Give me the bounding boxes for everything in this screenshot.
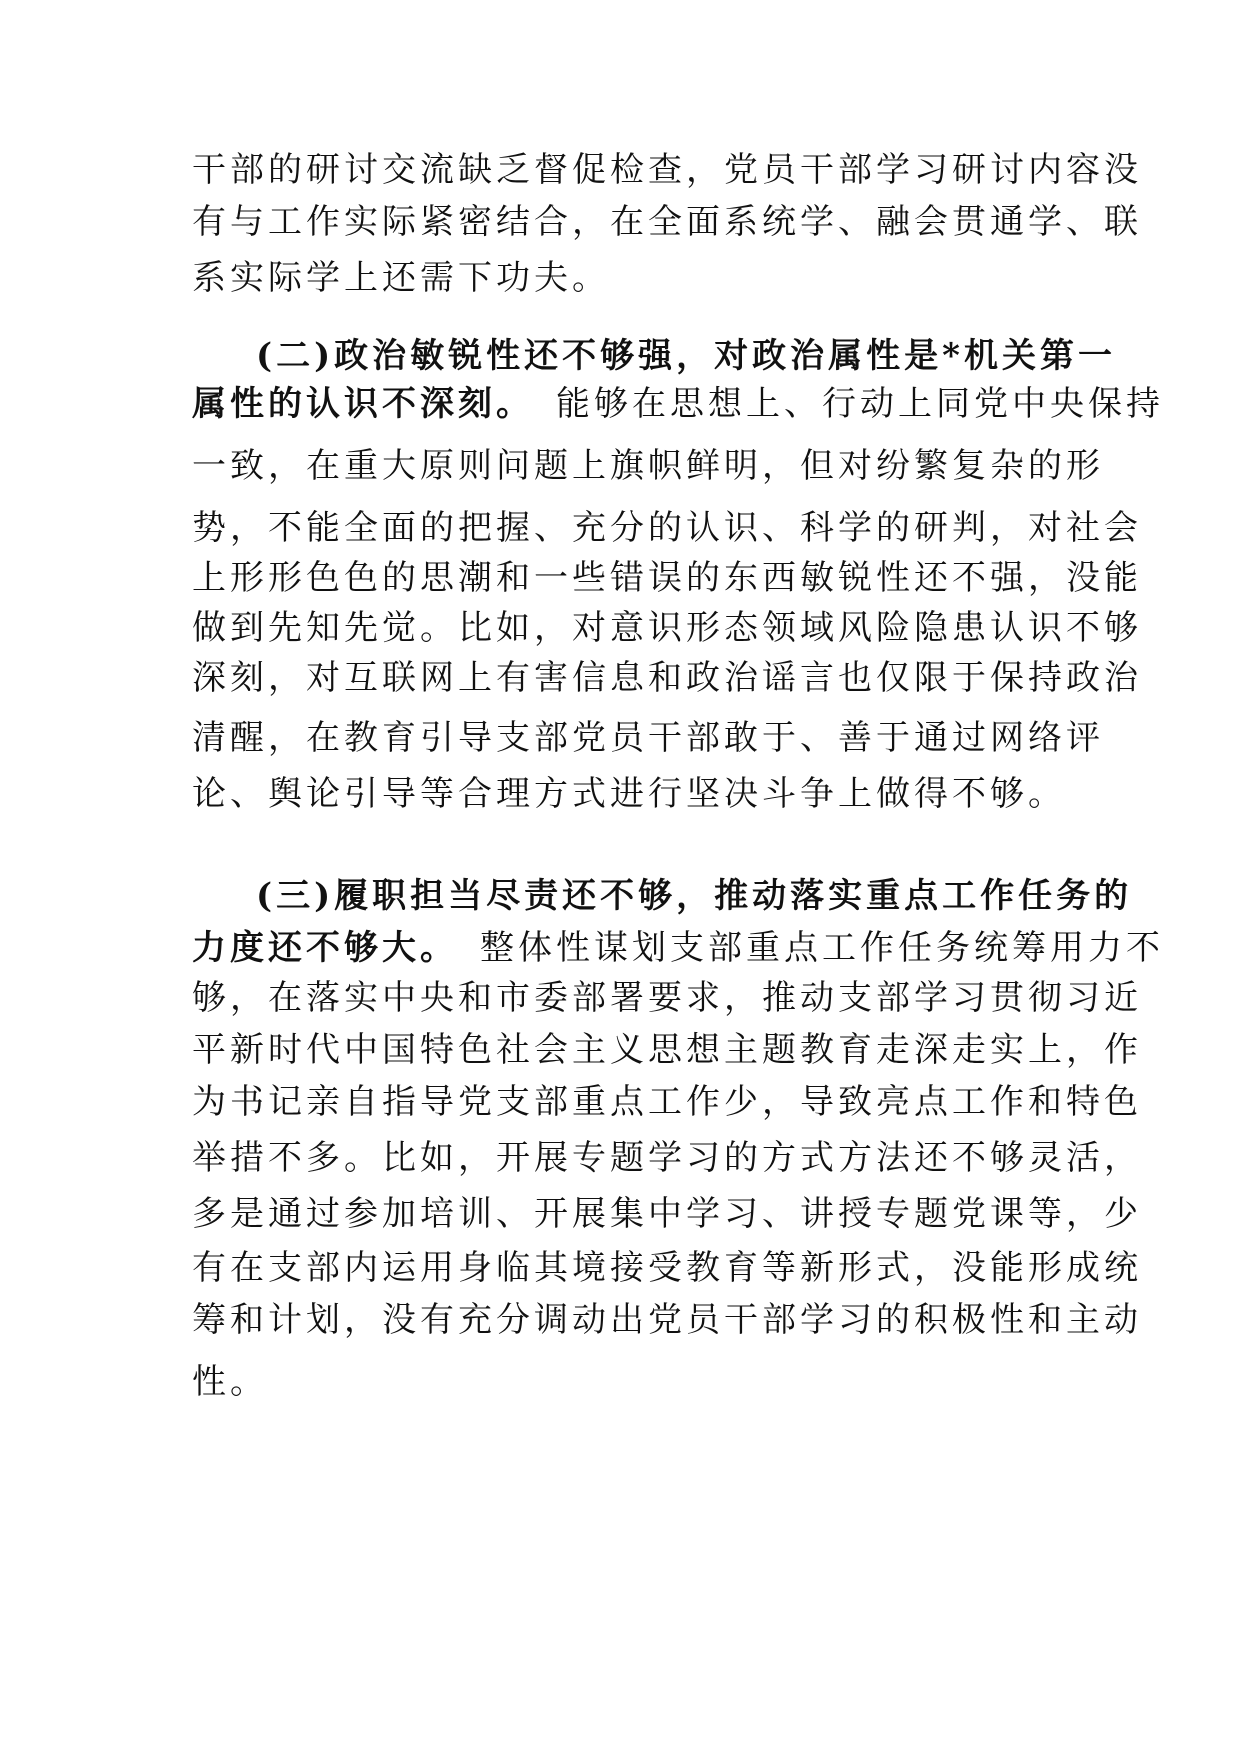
section-heading-2-continuation (192, 384, 1164, 424)
paragraph-line: 做到先知先觉。比如，对意识形态领域风险隐患认识不够 (192, 608, 1142, 648)
paragraph-line: 多是通过参加培训、开展集中学习、讲授专题党课等，少 (192, 1194, 1142, 1234)
paragraph-line: 上形形色色的思潮和一些错误的东西敏锐性还不强，没能 (192, 558, 1142, 598)
paragraph-line: 系实际学上还需下功夫。 (192, 258, 610, 298)
paragraph-line: 清醒，在教育引导支部党员干部敢于、善于通过网络评 (192, 718, 1104, 758)
section-heading-2-tail: 属性的认识不深刻。 (192, 384, 534, 424)
section-heading-3-continuation (192, 928, 1164, 968)
paragraph-text: 整体性谋划支部重点工作任务统筹用力不 (480, 928, 1164, 968)
section-heading-3-tail: 力度还不够大。 (192, 928, 458, 968)
paragraph-line: 有在支部内运用身临其境接受教育等新形式，没能形成统 (192, 1248, 1142, 1288)
paragraph-line: 一致，在重大原则问题上旗帜鲜明，但对纷繁复杂的形 (192, 446, 1104, 486)
section-heading-3: (三)履职担当尽责还不够，推动落实重点工作任务的 (256, 876, 1133, 916)
paragraph-line: 势，不能全面的把握、充分的认识、科学的研判，对社会 (192, 508, 1142, 548)
paragraph-line: 举措不多。比如，开展专题学习的方式方法还不够灵活， (192, 1138, 1142, 1178)
paragraph-line: 性。 (192, 1362, 268, 1402)
paragraph-line: 深刻，对互联网上有害信息和政治谣言也仅限于保持政治 (192, 658, 1142, 698)
paragraph-line: 为书记亲自指导党支部重点工作少，导致亮点工作和特色 (192, 1082, 1142, 1122)
paragraph-line: 平新时代中国特色社会主义思想主题教育走深走实上，作 (192, 1030, 1142, 1070)
section-heading-2: (二)政治敏锐性还不够强，对政治属性是*机关第一 (256, 336, 1116, 376)
paragraph-line: 干部的研讨交流缺乏督促检查，党员干部学习研讨内容没 (192, 150, 1142, 190)
paragraph-line: 论、舆论引导等合理方式进行坚决斗争上做得不够。 (192, 774, 1066, 814)
paragraph-line: 筹和计划，没有充分调动出党员干部学习的积极性和主动 (192, 1300, 1142, 1340)
paragraph-text: 能够在思想上、行动上同党中央保持 (556, 384, 1164, 424)
paragraph-line: 够，在落实中央和市委部署要求，推动支部学习贯彻习近 (192, 978, 1142, 1018)
paragraph-line: 有与工作实际紧密结合，在全面系统学、融会贯通学、联 (192, 202, 1142, 242)
